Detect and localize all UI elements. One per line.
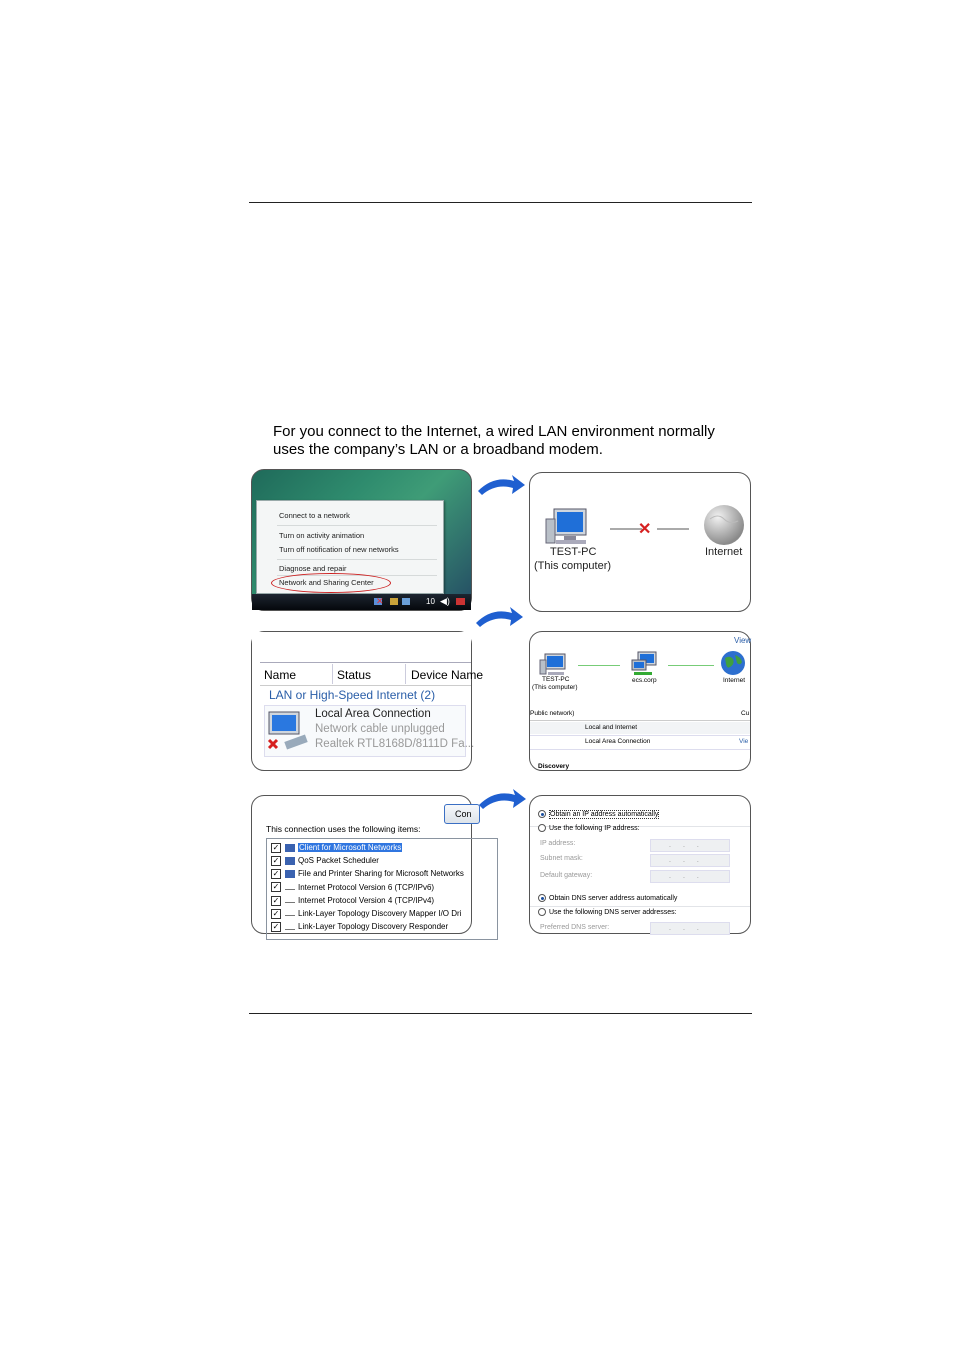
configure-button-label: Con [455, 809, 472, 819]
computer-sub: (This computer) [534, 560, 612, 572]
connection-label[interactable]: Local Area Connection [585, 738, 651, 745]
header-rule [249, 202, 752, 203]
obtain-ip-option[interactable] [538, 810, 659, 818]
line-right [668, 665, 714, 666]
network-component-icon [285, 844, 295, 852]
access-row [530, 722, 750, 734]
middle-label: ecs.corp [632, 677, 657, 684]
radio-selected[interactable] [538, 810, 546, 818]
column-header-device[interactable]: Device Name [411, 668, 484, 682]
use-ip-option[interactable] [538, 824, 640, 832]
list-item[interactable] [271, 842, 402, 854]
list-item[interactable] [271, 908, 461, 920]
network-connections-screenshot [251, 631, 484, 771]
radio-unselected[interactable] [538, 824, 546, 832]
computer-icon [540, 652, 568, 678]
tray-clock: 10 [426, 597, 435, 606]
menu-item-network-sharing-center[interactable]: Network and Sharing Center [279, 578, 374, 587]
network-component-icon [285, 857, 295, 865]
internet-label: Internet [723, 677, 746, 684]
header-divider [260, 662, 471, 663]
computer-icon [546, 505, 596, 549]
menu-separator [277, 525, 437, 526]
network-sharing-center-screenshot [529, 631, 751, 771]
column-divider [332, 664, 333, 684]
group-label: LAN or High-Speed Internet (2) [269, 688, 436, 702]
gateway-field[interactable]: ... [650, 870, 730, 883]
ip-address-label: IP address: [540, 840, 576, 847]
tray-icon[interactable] [402, 598, 410, 605]
tray-menu-screenshot [251, 469, 472, 611]
obtain-ip-label: Obtain an IP address automatically [550, 810, 659, 818]
obtain-dns-label: Obtain DNS server address automatically [549, 894, 678, 902]
connection-item[interactable] [264, 705, 475, 757]
subnet-label: Subnet mask: [540, 855, 583, 862]
globe-icon [702, 503, 746, 547]
tray-icon[interactable] [390, 598, 398, 605]
list-item[interactable] [271, 921, 448, 933]
line-right [657, 528, 689, 530]
intro-line-2: uses the company’s LAN or a broadband modem. [273, 441, 603, 458]
column-header-status[interactable]: Status [337, 668, 372, 682]
protocol-icon [285, 911, 295, 916]
items-heading: This connection uses the following items: [266, 824, 421, 834]
obtain-dns-option[interactable] [538, 894, 677, 902]
menu-separator [277, 559, 437, 560]
radio-unselected[interactable] [538, 908, 546, 916]
protocol-icon [285, 925, 295, 930]
list-item[interactable] [271, 868, 464, 880]
computer-name: TEST-PC [550, 546, 597, 558]
highlight-ellipse [271, 573, 391, 593]
list-item[interactable] [271, 895, 434, 907]
configure-button[interactable] [444, 804, 480, 824]
gateway-label: Default gateway: [540, 872, 593, 879]
use-dns-label: Use the following DNS server addresses: [549, 908, 677, 916]
cut-label: Cu [741, 710, 750, 717]
access-label: Local and Internet [585, 724, 638, 731]
ip-address-field[interactable]: ... [650, 839, 730, 852]
list-item[interactable] [271, 855, 379, 867]
tray-icon[interactable] [456, 598, 465, 605]
connection-device: Realtek RTL8168D/8111D Fa... [315, 738, 475, 750]
use-dns-option[interactable] [538, 908, 677, 916]
taskbar [252, 594, 471, 610]
list-item[interactable] [271, 882, 434, 894]
list-item-label: Link-Layer Topology Discovery Responder [298, 922, 449, 932]
subnet-field[interactable]: ... [650, 854, 730, 867]
divider [530, 749, 750, 750]
radio-selected[interactable] [538, 894, 546, 902]
connection-name: Local Area Connection [315, 708, 431, 720]
header-bottom [260, 685, 471, 686]
preferred-dns-label: Preferred DNS server: [540, 924, 610, 931]
network-icon [630, 650, 660, 678]
connection-status: Network cable unplugged [315, 723, 445, 735]
checkbox[interactable]: ✓ [272, 908, 280, 918]
column-divider [405, 664, 406, 684]
tray-context-menu [256, 500, 444, 594]
internet-label: Internet [705, 546, 743, 558]
menu-item-activity-animation[interactable]: Turn on activity animation [279, 531, 365, 540]
divider [530, 906, 750, 907]
section-label: Discovery [538, 763, 570, 770]
line-left [578, 665, 620, 666]
computer-sub: (This computer) [532, 684, 578, 691]
ipv4-properties-screenshot [529, 795, 751, 934]
blue-arrow-icon [477, 787, 527, 817]
menu-item-diagnose[interactable]: Diagnose and repair [279, 564, 347, 573]
preferred-dns-field[interactable]: ... [650, 922, 730, 935]
view-link[interactable]: View [734, 636, 752, 645]
top-strip [252, 632, 471, 662]
list-item-label: File and Printer Sharing for Microsoft Networks [298, 869, 464, 879]
list-item-label: Internet Protocol Version 4 (TCP/IPv4) [298, 895, 435, 905]
list-item-label: Client for Microsoft Networks [299, 843, 402, 852]
checkbox[interactable]: ✓ [272, 895, 280, 905]
globe-icon [720, 650, 746, 676]
intro-paragraph [273, 423, 753, 459]
use-ip-label: Use the following IP address: [549, 824, 640, 832]
network-map-disconnected [529, 472, 751, 612]
checkbox[interactable]: ✓ [272, 922, 280, 932]
footer-rule [249, 1013, 752, 1014]
checkbox[interactable]: ✓ [272, 856, 280, 866]
checkbox[interactable]: ✓ [272, 869, 280, 879]
protocol-icon [285, 898, 295, 903]
network-component-icon [285, 870, 295, 878]
list-item-label: QoS Packet Scheduler [298, 856, 379, 866]
red-x-icon: ✕ [638, 521, 652, 538]
divider [530, 720, 750, 721]
list-item-label: Internet Protocol Version 6 (TCP/IPv6) [298, 882, 435, 892]
checkbox[interactable]: ✓ [272, 882, 280, 892]
intro-line-1: For you connect to the Internet, a wired LAN environment normally [273, 423, 715, 440]
list-item-label: Link-Layer Topology Discovery Mapper I/O Dri [298, 909, 462, 918]
red-x-icon: ✕ [376, 596, 384, 606]
divider [530, 735, 750, 736]
blue-arrow-icon [476, 473, 526, 503]
menu-item-connect[interactable]: Connect to a network [279, 511, 350, 520]
view-status-link[interactable]: Vie [739, 738, 749, 745]
column-header-name[interactable]: Name [264, 668, 297, 682]
speaker-icon[interactable]: ◀) [440, 596, 450, 606]
checkbox[interactable]: ✓ [272, 842, 280, 852]
network-adapter-icon [267, 708, 311, 752]
connection-properties-screenshot [251, 795, 472, 934]
blue-arrow-icon [474, 605, 524, 635]
computer-name: TEST-PC [542, 676, 570, 683]
menu-item-notification[interactable]: Turn off notification of new networks [279, 545, 399, 554]
items-list [266, 838, 498, 940]
protocol-icon [285, 885, 295, 890]
network-type: Public network) [530, 710, 575, 717]
